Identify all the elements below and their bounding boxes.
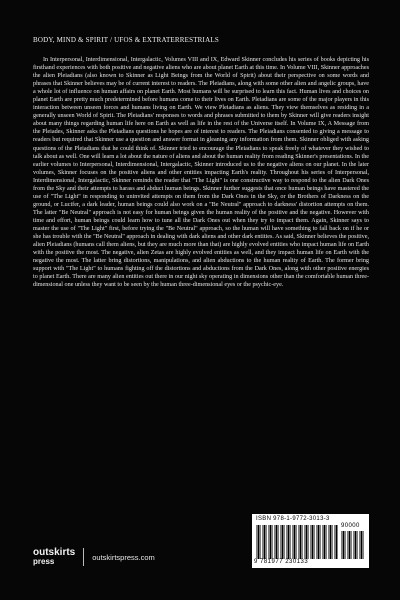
barcode-bar [270,525,272,559]
barcode-bar [330,525,332,559]
barcode-bar [274,525,275,559]
barcode-bar [288,525,290,559]
barcode-bar [310,525,311,559]
logo-line-2: press [33,557,55,566]
barcode-bar [334,525,335,559]
publisher-divider [83,548,84,566]
barcode [252,514,369,568]
barcode-bar [268,525,269,559]
cover-description [33,56,369,289]
barcode-bar [292,525,293,559]
barcode-bar [294,525,296,559]
barcode-bar [260,525,261,559]
barcode-bar [318,525,320,559]
barcode-bar [326,525,327,559]
description-paragraph: In Interpersonal, Interdimensional, Intergalactic, Volumes VIII and IX, Edward Skinner concludes his series of books depicting his firsthand experiences with both positive and negative aliens who are about planet Earth at this time. In Volume VIII, Skinner approaches the alien Pleiadians (also known to Skinner as Light Beings from the World of Spirit) about their perspective on some words and phrases that Skinner believes may be of current interest to readers. The Pleiadians, along with some other alien and angelic groups, have a whole lot of influence on human affairs on planet Earth. Most humans will be surprised to learn this fact. Human lives and choices on planet Earth are pretty much predetermined before humans come to their lives on Earth. Pleiadians are some of the major players in this interaction between unseen forces and humans living on Earth. We view Pleiadians as aliens. They view themselves as residing in a generally unseen World of Spirit. The Pleiadians' responses to words and phrases submitted to them by Skinner will give readers insight about many things regarding human life here on Earth as well as life in the rest of the Universe itself. In Volume IX, A Message from the Pleiades, Skinner asks the Pleiadians questions he hopes are of interest to readers. The Pleiadians consented to giving a message to readers but required that Skinner use a question and answer format in gleaning any information from them. Skinner obliged with asking questions of the Pleiadians that he could think of. Skinner tried to encourage the Pleiadians to speak freely of whatever they wished to talk about as well. One will learn a lot about the nature of aliens and about the human reality from reading Skinner's presentations. In the earlier volumes to Interpersonal, Interdimensional, Intergalactic, Skinner introduced us to the negative aliens on our planet. In the later volumes, Skinner focuses on the positive aliens and other entities impacting Earth's reality. Throughout his series of Interpersonal, Interdimensional, Intergalactic, Skinner reminds the reader that "The Light" is one constructive way to respond to the alien Dark Ones from the Sky and their attempts to harass and abduct human beings. Skinner further suggests that once human beings have mastered the use of "The Light" in responding to uninvited attempts on them from the Dark Ones in the Sky, or the Brothers of Darkness on the ground, or Lucifer, a dark leader, human beings could also work on a "Be Neutral" approach to darkness' distortion attempts on them. The latter "Be Neutral" approach is not easy for human beings given the human reality of the positive and the negative. However with time and effort, human beings could learn how to tune all the Dark Ones out when they try to impact them. Again, Skinner says to master the use of "The Light" first, before trying the "Be Neutral" approach, so the human will have something to fall back on if he or she has trouble with the "Be Neutral" approach in dealing with dark aliens and other dark entities. As said, Skinner believes the positive, alien Pleiadians (humans call them aliens, but they are much more than that) are highly evolved entities who impact human life on Earth with the positive the most. The negative, alien Zetas are highly evolved entities as well, and they impact human life on Earth with the negative the most. The latter bring distortions, manipulations, and alien abductions to the human reality of Earth. The former bring support with "The Light" to humans fighting off the distortions and abductions from the Dark Ones, along with other positive energies to planet Earth. There are many alien entities out there in our night sky operating in dimensions other than the comfortable human three-dimensional one unless they want to be seen by the human three-dimensional eyes or the psychic-eye. [33,57,370,289]
barcode-bar [363,531,364,559]
barcode-bar [256,525,257,559]
barcode-bar [258,525,260,559]
logo-line-1: outskirts [33,547,76,558]
barcode-bar [306,525,308,559]
barcode-bar [308,525,309,559]
barcode-bar [345,531,346,559]
barcode-bar [324,525,326,559]
barcode-bar [357,531,358,559]
barcode-bar [320,525,321,559]
barcode-bars [256,525,338,559]
barcode-bar [316,525,317,559]
barcode-bar [286,525,287,559]
barcode-bar [280,525,281,559]
price-code: 90000 [341,523,360,529]
barcode-bar [300,525,302,559]
barcode-bar [349,531,351,559]
barcode-bar [314,525,315,559]
barcode-bar [343,531,345,559]
barcode-bar [278,525,279,559]
barcode-bar [351,531,352,559]
barcode-bar [355,531,357,559]
barcode-bar [266,525,267,559]
barcode-bar [328,525,329,559]
publisher-logo [33,548,75,566]
barcode-number: 9 781977 230133 [254,559,309,565]
barcode-bar [276,525,278,559]
price-barcode-bars [341,531,365,559]
isbn-text: ISBN 978-1-9772-3013-3 [256,516,330,522]
barcode-bar [296,525,297,559]
barcode-bar [312,525,314,559]
barcode-bar [336,525,338,559]
barcode-bar [298,525,299,559]
barcode-bar [262,525,263,559]
barcode-bar [353,531,354,559]
barcode-bar [282,525,284,559]
barcode-bar [284,525,285,559]
barcode-bar [302,525,303,559]
barcode-bar [322,525,323,559]
barcode-bar [361,531,363,559]
category-label: BODY, MIND & SPIRIT / UFOS & EXTRATERRESTRIALS [33,36,219,44]
publisher-url: outskirtspress.com [92,552,155,562]
barcode-bar [359,531,360,559]
barcode-bar [341,531,342,559]
barcode-bar [304,525,305,559]
barcode-bar [290,525,291,559]
barcode-bar [347,531,348,559]
barcode-bar [272,525,273,559]
barcode-bar [264,525,266,559]
barcode-bar [332,525,333,559]
publisher-block [33,548,155,566]
barcode-bar [338,525,339,559]
